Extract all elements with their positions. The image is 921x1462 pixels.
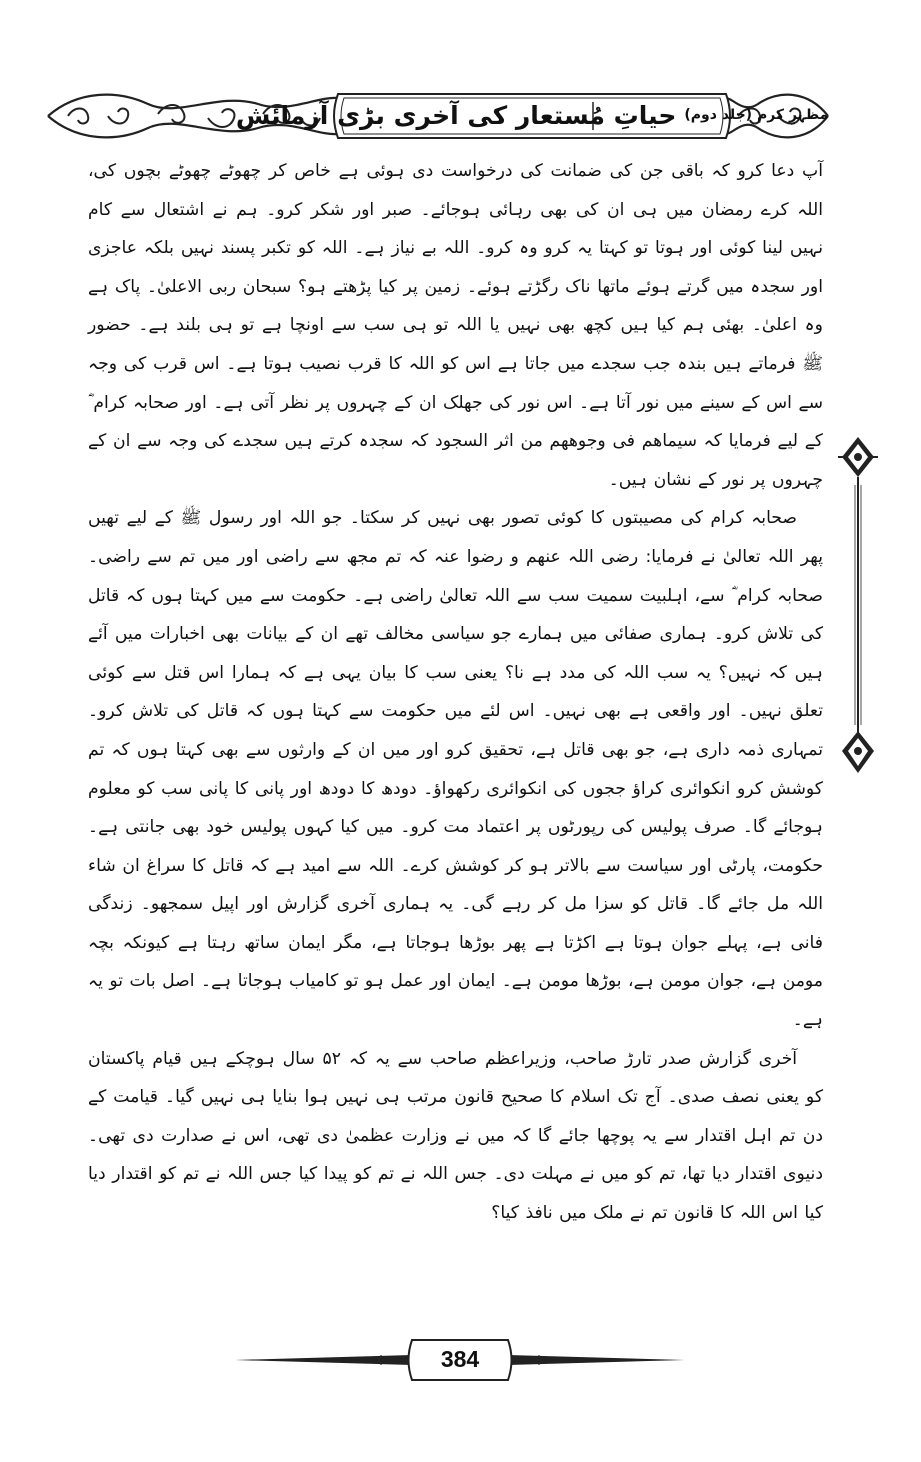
paragraph: آخری گزارش صدر تارڑ صاحب، وزیراعظم صاحب سے یہ کہ ۵۲ سال ہوچکے ہیں قیام پاکستان کو یعنی نصف صدی۔ آج تک اسلام کا صحیح قانون مرتب ہی نہیں ہوا بنایا ہی نہیں گیا۔ قیامت کے دن تم اہل اقتدار سے یہ پوچھا جائے گا کہ میں نے وزارت عظمیٰ دی تھی، اس نے صدارت دی تھی۔ دنیوی اقتدار دیا تھا، تم کو میں نے مہلت دی۔ جس اللہ نے تم کو پیدا کیا جس اللہ نے تم کو اقتدار دیا کیا اس اللہ کا قانون تم نے ملک میں نافذ کیا؟ [88, 1048, 823, 1224]
page-number: 384 [440, 1345, 480, 1372]
paragraph: آپ دعا کرو کہ باقی جن کی ضمانت کی درخواست دی ہوئی ہے خاص کر چھوٹے چھوٹے بچوں کی، اللہ کرے رمضان میں ہی ان کی بھی رہائی ہوجائے۔ صبر اور شکر کرو۔ ہم نے اشتعال سے کام نہیں لینا کوئی اور ہوتا تو کہتا یہ کرو وہ کرو۔ اللہ بے نیاز ہے۔ اللہ کو تکبر پسند نہیں بلکہ عاجزی اور سجدہ میں گرتے ہوئے ماتھا ناک رگڑتے ہوئے۔ زمین پر کیا پڑھتے ہو؟ سبحان ربی الاعلیٰ۔ پاک ہے وہ اعلیٰ۔ بھئی ہم کیا ہیں کچھ بھی نہیں یا اللہ تو ہی سب سے اونچا ہے تو ہی بلند ہے۔ حضور ﷺ فرماتے ہیں بندہ جب سجدے میں جاتا ہے اس کو اللہ کا قرب نصیب ہوتا ہے۔ اس قرب کی وجہ سے اس کے سینے میں نور آتا ہے۔ اس نور کی جھلک ان کے چہروں پر نظر آتی ہے۔ اور صحابہ کرام ؓ کے لیے فرمایا کہ سیماھم فی وجوھھم من اثر السجود کہ سجدہ کرتے ہیں سجدے کی وجہ سے ان کے چہروں پر نور کے نشان ہیں۔ [88, 161, 823, 490]
side-margin-ornament [838, 435, 878, 775]
running-header [38, 84, 838, 148]
page-footer [225, 1336, 695, 1386]
paragraph: صحابہ کرام کی مصیبتوں کا کوئی تصور بھی نہیں کر سکتا۔ جو اللہ اور رسول ﷺ کے لیے تھیں پھر اللہ تعالیٰ نے فرمایا: رضی اللہ عنھم و رضوا عنہ کہ تم مجھ سے راضی اور میں تم سے راضی۔ صحابہ کرام ؓ سے، اہلبیت سمیت سب سے اللہ تعالیٰ راضی ہے۔ حکومت سے میں کہتا ہوں کہ قاتل کی تلاش کرو۔ ہماری صفائی میں ہمارے جو سیاسی مخالف تھے ان کے بیانات بھی اخبارات میں آئے ہیں کہ نہیں؟ یہ سب اللہ کی مدد ہے نا؟ یعنی سب کا بیان یہی ہے کہ ہمارا اس قتل سے کوئی تعلق نہیں۔ اور واقعی ہے بھی نہیں۔ اس لئے میں حکومت سے کہتا ہوں کہ قاتل کی تلاش کرو۔ تمہاری ذمہ داری ہے، جو بھی قاتل ہے، تحقیق کرو اور میں ان کے وارثوں سے بھی کہتا ہوں کہ تم کوشش کرو انکوائری کراؤ ججوں کی انکوائری رکھواؤ۔ دودھ کا دودھ اور پانی کا پانی سب کو معلوم ہوجائے گا۔ صرف پولیس کی رپورٹوں پر اعتماد مت کرو۔ میں کیا کہوں پولیس خود بھی جانتی ہے۔ حکومت، پارٹی اور سیاست سے بالاتر ہو کر کوشش کرے۔ اللہ سے امید ہے کہ قاتل کا سراغ ان شاء اللہ مل جائے گا۔ قاتل کو سزا مل کر رہے گی۔ یہ ہماری آخری گزارش اور اپیل سمجھو۔ زندگی فانی ہے، پہلے جوان ہوتا ہے اکڑتا ہے پھر بوڑھا ہوجاتا ہے، مگر ایمان ساتھ رہتا ہے کیونکہ بچہ مومن ہے، جوان مومن ہے، بوڑھا مومن ہے۔ ایمان اور عمل ہو تو کامیاب ہوجاتا ہے۔ اصل بات تو یہ ہے۔ [88, 508, 823, 1031]
body-text [88, 152, 823, 1233]
chapter-title: حیاتِ مُستعار کی آخری بڑی آزمائش [235, 100, 677, 130]
book-volume-label: مظہرِ کرم (جلد دوم) [684, 107, 829, 123]
header-cartouche [235, 94, 829, 136]
